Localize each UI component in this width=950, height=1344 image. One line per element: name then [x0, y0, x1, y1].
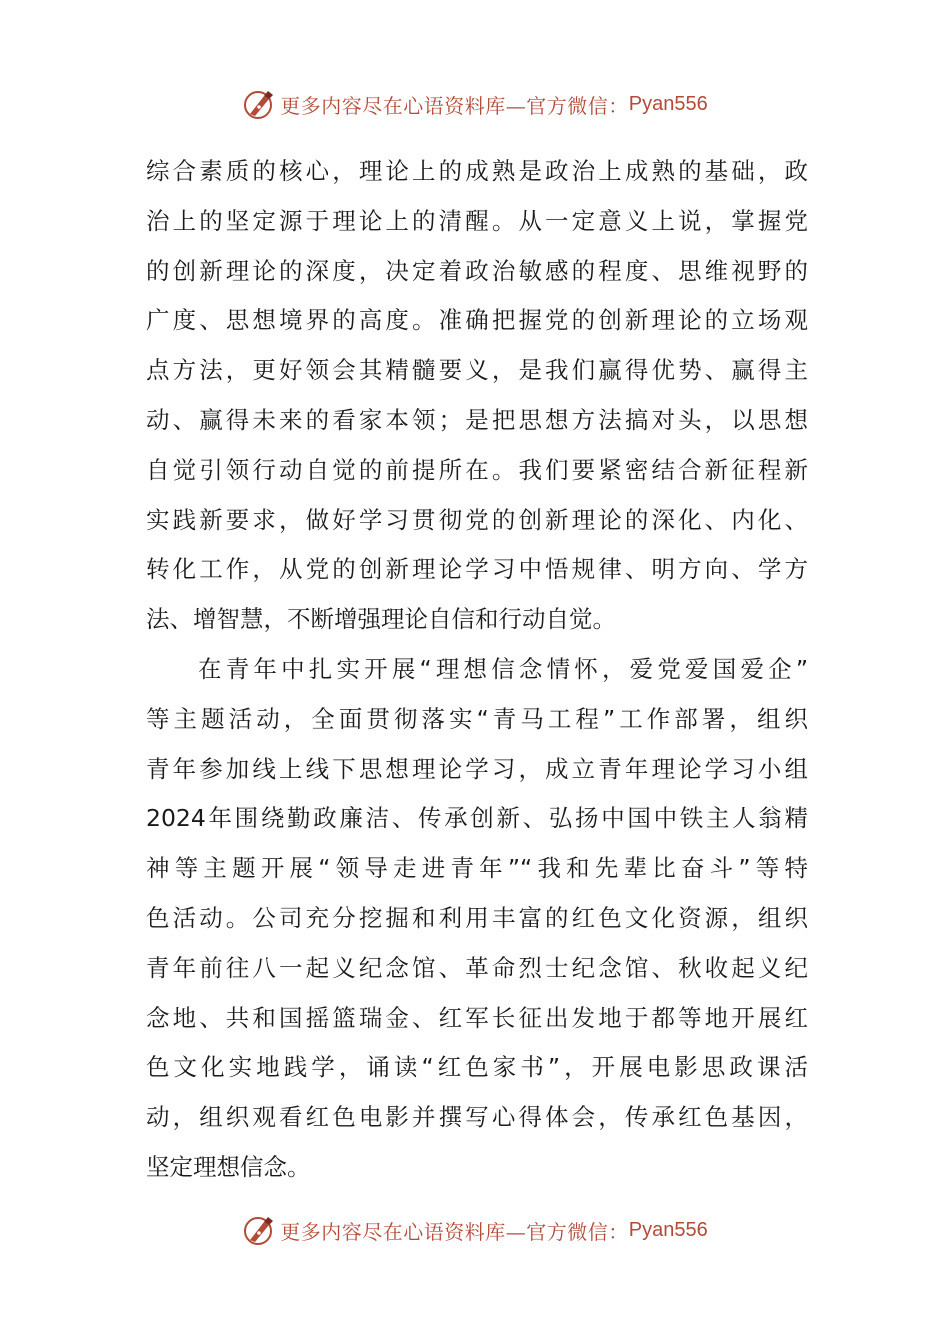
paragraph-first-line: 在青年中扎实开展“理想信念情怀，爱党爱国爱企” — [198, 654, 808, 683]
footer-banner — [0, 1210, 950, 1250]
text-line: 转化工作，从党的创新理论学习中悟规律、明方向、学方 — [146, 555, 808, 584]
text-line: 治上的坚定源于理论上的清醒。从一定意义上说，掌握党 — [146, 206, 808, 235]
text-line: 动、赢得未来的看家本领；是把思想方法搞对头，以思想 — [146, 405, 808, 434]
text-line: 的创新理论的深度，决定着政治敏感的程度、思维视野的 — [146, 256, 808, 285]
text-line: 神等主题开展“领导走进青年”“我和先辈比奋斗”等特 — [146, 854, 808, 883]
text-line: 自觉引领行动自觉的前提所在。我们要紧密结合新征程新 — [146, 455, 808, 484]
text-line: 实践新要求，做好学习贯彻党的创新理论的深化、内化、 — [146, 505, 808, 534]
text-line: 动，组织观看红色电影并撰写心得体会，传承红色基因， — [146, 1103, 808, 1132]
text-line: 2024年围绕勤政廉洁、传承创新、弘扬中国中铁主人翁精 — [146, 804, 808, 833]
text-line: 综合素质的核心，理论上的成熟是政治上成熟的基础，政 — [146, 157, 808, 185]
text-line: 广度、思想境界的高度。准确把握党的创新理论的立场观 — [146, 306, 808, 335]
text-line: 点方法，更好领会其精髓要义，是我们赢得优势、赢得主 — [146, 356, 808, 385]
text-line: 青年前往八一起义纪念馆、革命烈士纪念馆、秋收起义纪 — [146, 953, 808, 982]
document-body — [146, 147, 808, 1193]
text-line: 坚定理想信念。 — [146, 1152, 311, 1181]
text-line: 青年参加线上线下思想理论学习，成立青年理论学习小组 — [146, 754, 808, 783]
text-line: 色文化实地践学，诵读“红色家书”，开展电影思政课活 — [146, 1053, 808, 1082]
footer-banner-text: 更多内容尽在心语资料库—官方微信： — [280, 1219, 629, 1244]
text-line: 法、增智慧，不断增强理论自信和行动自觉。 — [146, 605, 616, 634]
header-wechat-id: Pyan556 — [628, 92, 708, 115]
header-banner-text: 更多内容尽在心语资料库—官方微信： — [280, 93, 629, 118]
header-banner — [0, 84, 950, 124]
text-line: 等主题活动，全面贯彻落实“青马工程”工作部署，组织 — [146, 704, 808, 733]
pen-nib-logo-icon — [242, 1213, 276, 1247]
text-line: 念地、共和国摇篮瑞金、红军长征出发地于都等地开展红 — [146, 1003, 808, 1032]
pen-nib-logo-icon — [242, 87, 276, 121]
text-line: 色活动。公司充分挖掘和利用丰富的红色文化资源，组织 — [146, 903, 808, 932]
footer-wechat-id: Pyan556 — [628, 1218, 708, 1241]
